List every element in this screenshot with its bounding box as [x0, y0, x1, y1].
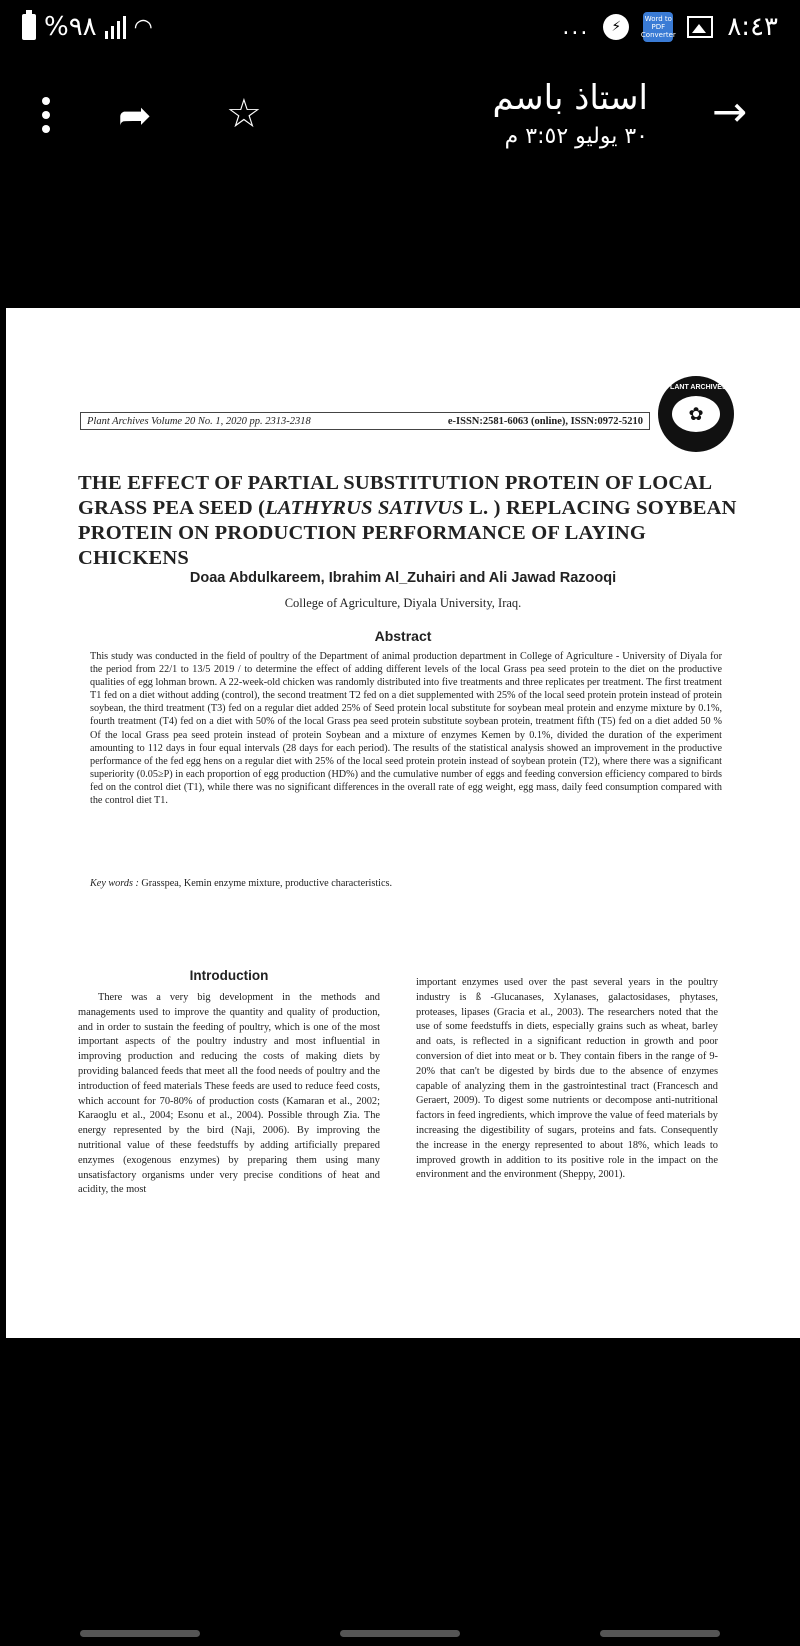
gallery-icon [687, 16, 713, 38]
viewer-toolbar [0, 60, 800, 170]
nav-handle-right[interactable] [600, 1630, 720, 1637]
title-text-2: L. ) REPLACING SOYBEAN PROTEIN ON PRODUCTION PERFORMANCE OF LAYING CHICKENS [78, 497, 737, 569]
paper-authors: Doaa Abdulkareem, Ibrahim Al_Zuhairi and Ali Jawad Razooqi [189, 570, 617, 586]
battery-level: %٩٨ [44, 12, 97, 42]
clock: ٨:٤٣ [727, 12, 778, 42]
journal-citation [80, 412, 650, 430]
issn-info: e-ISSN:2581-6063 (online), ISSN:0972-5210 [447, 415, 643, 427]
paper-affiliation: College of Agriculture, Diyala University, Iraq. [284, 596, 522, 610]
abstract-text: This study was conducted in the field of poultry of the Department of animal production department in College of Agriculture - University of Diyala for the period from 22/1 to 13/5 2019 / to determine the effect of adding different levels of the local Grass pea seed protein to the diet on the productive qualities of egg lohman brown. A 22-week-old chicken was randomly distributed into five treatments and three replicates per treatment. The first treatment T1 fed on a diet without adding (control), the second treatment T2 fed on a diet supplemented with 25% of the local seed protein protein instead of protein soybean, the third treatment (T3) fed on a regular diet added 25% of Seed protein local substitute for soybean meal protein and enzyme mixture by 0.1%, fourth treatment (T4) fed on a diet with 50% of the local Grass pea seed protein substitute soybean protein, treatment fifth (T5) fed on a diet added 50 % Of the local Grass pea seed protein instead of protein Soybean and a mixture of enzymes Kemen by 0.1%, divided the duration of the experiment amounting to 112 days in four equal intervals (28 days for each period). The results of the statistical analysis showed an improvement in the productive performance of the fed egg hens on a regular diet with 25% of the local seed protein protein instead of soybean protein (T2), where there was a significant superiority (0.05≥P) in each proportion of egg production (HD%) and the cumulative number of eggs and feeding conversion efficiency compared to birds fed on the control diet (T1), while there was no significant differences in the overall rate of egg weight, egg mass, daily feed consumption compared with the control diet T1. [90, 651, 722, 807]
journal-info: Plant Archives Volume 20 No. 1, 2020 pp. 2313-2318 [87, 415, 311, 427]
abstract-heading: Abstract [374, 628, 432, 644]
navigation-bar [0, 1610, 800, 1646]
nav-handle-center[interactable] [340, 1630, 460, 1637]
document-image[interactable] [6, 308, 800, 1338]
plant-icon: ✿ [672, 396, 720, 432]
nav-handle-left[interactable] [80, 1630, 200, 1637]
introduction-heading: Introduction [189, 968, 269, 983]
introduction-right-column: important enzymes used over the past several years in the poultry industry is ß -Glucanases, Xylanases, galactosidases, phytases, proteases, lipases (Gracia et al., 2003). The researchers noted that the use of some feedstuffs in diets, especially grains such as wheat, barley and oats, is reflected in a significant reduction in growth and poor conversion of diet into meat or b. They contain fibers in the range of 9-20% that can't be digested by birds due to the absence of enzymes capable of analyzing them in the gastrointestinal tract (Francesch and Geraert, 2009). To digest some nutrients or decompose anti-nutritional factors in feed ingredients, which improve the value of feed materials by increasing the digestibility of sugars, proteins and fats. Consequently the increase in the energy represented to about 18%, which leads to improved growth in addition to its positive role in the impact on the environment and the environment (Sheppy, 2001). [416, 977, 718, 1181]
keywords-text: Grasspea, Kemin enzyme mixture, productive characteristics. [138, 878, 393, 889]
more-options-icon[interactable] [42, 97, 50, 133]
message-timestamp: ٣٠ يوليو ٣:٥٢ م [504, 124, 648, 149]
word-app-icon: Word to PDF Converter [643, 12, 673, 42]
keywords [90, 878, 722, 889]
logo-text: PLANT ARCHIVES [665, 384, 727, 391]
sender-name: استاذ باسم [492, 78, 648, 118]
back-arrow-icon[interactable]: → [712, 87, 748, 136]
title-text-1: THE EFFECT OF PARTIAL SUBSTITUTION PROTEIN OF LOCAL GRASS PEA SEED ( [78, 472, 712, 519]
sender-info [493, 76, 648, 154]
title-species: LATHYRUS SATIVUS [265, 497, 464, 519]
more-notifications-icon: ... [562, 14, 590, 40]
introduction-left-column: There was a very big development in the methods and managements used to improve the quantity and quality of production, and in order to sustain the feeding of poultry, which is one of the most important aspects of the poultry industry and most influential in improving production and reducing the costs of making diets by providing balanced feeds that meet all the food needs of poultry and the introduction of feed materials These feeds are used to reduce feed costs, which account for 70-80% of production costs (Kamaran et al., 2002; Karaoglu et al., 2004; Esonu et al., 2004). Possible through Zia. The energy represented by the bird (Naji, 2006). By improving the nutritional value of these feedstuffs by adding artificially prepared enzymes (exogenous enzymes) by preparing them using many unsatisfactory organisms under very precise conditions of heat and acidity, the most [78, 992, 380, 1196]
star-icon[interactable]: ☆ [226, 91, 262, 137]
wifi-icon: ◠ [133, 14, 153, 40]
signal-icon [105, 15, 126, 39]
journal-logo [658, 376, 734, 452]
status-bar [0, 0, 800, 60]
paper-title [78, 471, 738, 571]
messenger-icon: ⚡ [603, 14, 629, 40]
keywords-label: Key words : [90, 878, 139, 889]
status-left [22, 12, 153, 42]
status-right [562, 12, 778, 42]
forward-icon[interactable]: ➦ [118, 93, 152, 139]
battery-icon [22, 14, 36, 40]
